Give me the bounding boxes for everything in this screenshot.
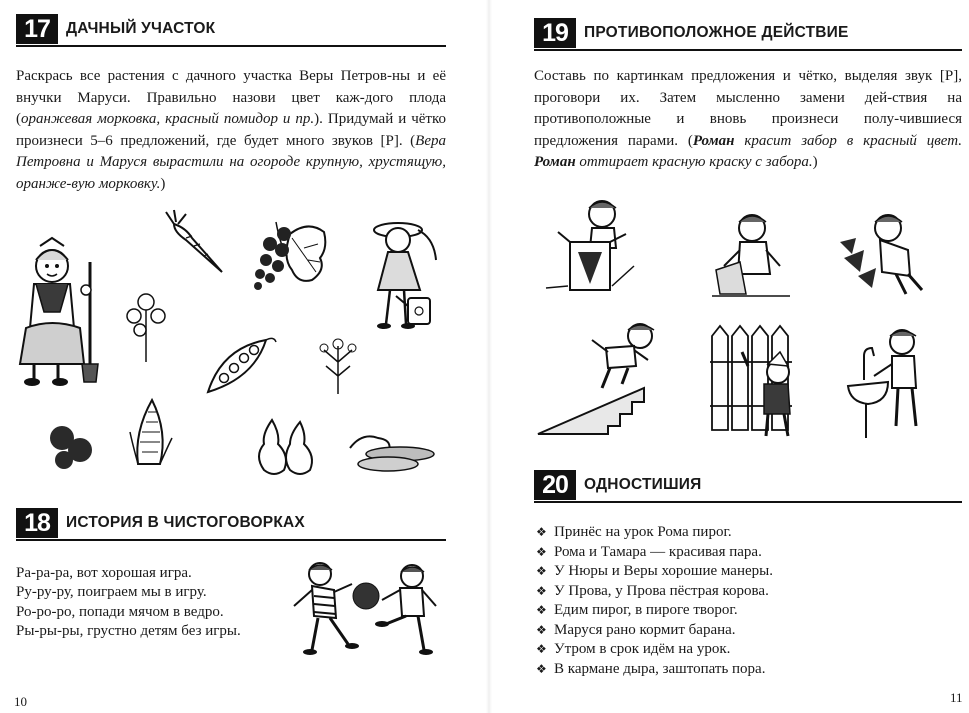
boy-stairs-illustration <box>536 322 666 440</box>
text-run: Составь по картинкам предложения и чётко, выделяя звук [Р], проговори их. Затем мысленно замени дей-ствия на противоположные и вновь произнеси полу-чившиеся предложения парами. ( <box>534 68 962 149</box>
text-run: красит забор в красный цвет. <box>734 132 962 149</box>
pears-illustration <box>254 416 320 478</box>
list-item: ❖ У Прова, у Прова пёстрая корова. <box>536 582 773 602</box>
text-run: ) <box>160 175 166 192</box>
section-20-header <box>534 470 962 504</box>
section-20-one-liners <box>536 523 773 679</box>
peas-illustration <box>204 334 278 396</box>
list-item: ❖ В кармане дыра, заштопать пора. <box>536 660 773 680</box>
list-item: ❖ Рома и Тамара — красивая пара. <box>536 543 773 563</box>
tongue-twister-line: Ро-ро-ро, попади мячом в ведро. <box>16 603 224 620</box>
boy-box-illustration <box>544 196 640 296</box>
page-number: 11 <box>950 690 963 705</box>
diamond-bullet-icon: ❖ <box>536 661 547 676</box>
section-17-header <box>16 14 446 48</box>
list-item: ❖ Принёс на урок Рома пирог. <box>536 523 773 543</box>
text-run: Роман <box>534 154 576 170</box>
text-run: Раскрась все растения с дачного участка Веры Петров-ны и её внучки Маруси. Правильно назови цвет каж-дого плода ( <box>16 68 446 127</box>
tongue-twister-line: Ра-ра-ра, вот хорошая игра. <box>16 565 192 581</box>
section-title: ДАЧНЫЙ УЧАСТОК <box>66 20 216 37</box>
section-number: 19 <box>534 18 576 48</box>
section-17-instructions <box>16 66 446 195</box>
cucumbers-illustration <box>348 430 438 476</box>
section-19-instructions <box>534 66 962 174</box>
list-item: ❖ Едим пирог, в пироге творог. <box>536 601 773 621</box>
list-item: ❖ Утром в срок идём на урок. <box>536 640 773 660</box>
diamond-bullet-icon: ❖ <box>536 583 547 598</box>
text-run: ). Придумай и чётко произнеси 5–6 предложений, где будет много звуков [Р]. ( <box>16 111 446 149</box>
section-number: 18 <box>16 508 58 538</box>
text-run: ) <box>812 154 818 170</box>
list-item: ❖ У Нюры и Веры хорошие манеры. <box>536 562 773 582</box>
boy-pieces-illustration <box>836 210 928 300</box>
girl-watering-illustration <box>362 216 444 336</box>
boy-sink-illustration <box>844 326 928 440</box>
boy-tearing-illustration <box>710 210 794 298</box>
text-run: оранжевая морковка, красный помидор и пр. <box>21 111 315 127</box>
section-rule <box>534 49 962 51</box>
tongue-twister-line: Ру-ру-ру, поиграем мы в игру. <box>16 584 207 601</box>
parsley-illustration <box>124 288 170 364</box>
boy-fence-illustration <box>708 322 808 442</box>
text-run: Вера Петровна и Маруся вырастили на огороде крупную, хрустящую, оранже-вую морковку. <box>16 132 446 192</box>
diamond-bullet-icon: ❖ <box>536 603 547 617</box>
section-18-tongue-twisters <box>16 564 241 641</box>
section-number: 20 <box>534 470 576 500</box>
section-rule <box>534 501 962 503</box>
diamond-bullet-icon: ❖ <box>536 564 547 578</box>
dill-illustration <box>318 336 358 394</box>
section-title: ОДНОСТИШИЯ <box>584 476 702 493</box>
diamond-bullet-icon: ❖ <box>536 642 547 656</box>
section-title: ИСТОРИЯ В ЧИСТОГОВОРКАХ <box>66 514 305 531</box>
section-18-header <box>16 508 446 542</box>
text-run: оттирает красную краску с забора. <box>575 154 813 170</box>
section-rule <box>16 45 446 47</box>
page-number: 10 <box>14 694 27 709</box>
carrot-illustration <box>164 210 226 276</box>
currant-illustration <box>246 214 328 294</box>
book-gutter <box>486 0 492 713</box>
section-number: 17 <box>16 14 58 44</box>
diamond-bullet-icon: ❖ <box>536 525 547 539</box>
text-run: Роман <box>692 132 735 149</box>
grandmother-illustration <box>14 232 100 390</box>
tongue-twister-line: Ры-ры-ры, грустно детям без игры. <box>16 622 241 639</box>
corn-illustration <box>128 392 174 468</box>
section-rule <box>16 539 446 541</box>
boys-playing-ball-illustration <box>290 560 440 662</box>
list-item: ❖ Маруся рано кормит барана. <box>536 621 773 641</box>
section-title: ПРОТИВОПОЛОЖНОЕ ДЕЙСТВИЕ <box>584 24 849 41</box>
section-19-header <box>534 18 962 52</box>
diamond-bullet-icon: ❖ <box>536 622 547 637</box>
tomatoes-illustration <box>48 424 98 470</box>
diamond-bullet-icon: ❖ <box>536 544 547 559</box>
